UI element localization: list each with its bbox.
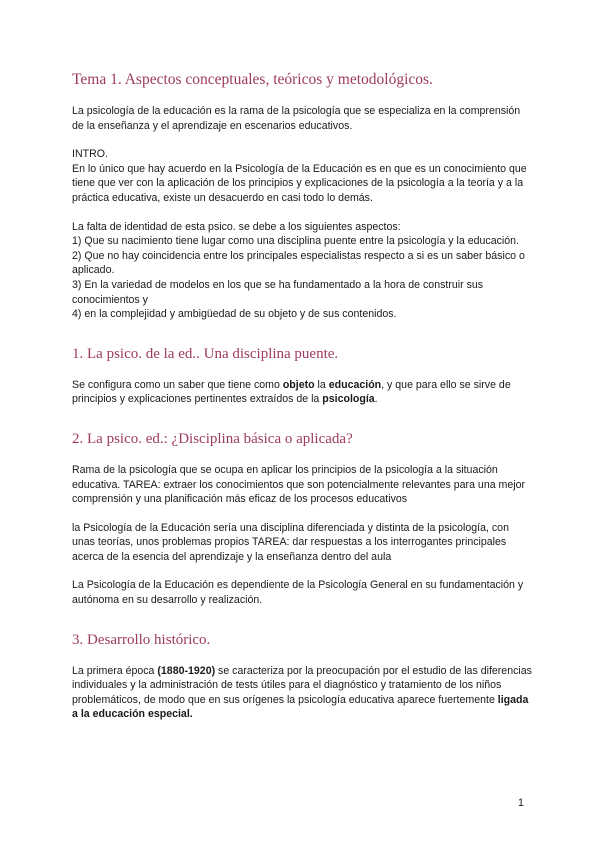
section2-paragraph-3: La Psicología de la Educación es dependiente de la Psicología General en su fundamentación y autónoma en su desarrollo y realización. xyxy=(72,579,524,607)
section2-paragraph-2: la Psicología de la Educación sería una disciplina diferenciada y distinta de la psicología, con unas teorías, unos problemas propios TAREA: dar respuestas a los interrogantes principales acerca de la esencia del aprendizaje y la enseñanza dentro del aula xyxy=(72,521,509,563)
identity-lead: La falta de identidad de esta psico. se debe a los siguientes aspectos: xyxy=(72,220,401,233)
section1-text-d: . xyxy=(374,393,378,406)
intro-text: En lo único que hay acuerdo en la Psicología de la Educación es en que es un conocimiento que tiene que ver con la aplicación de los principios y explicaciones de la psicología a la teoría y a la práctica educativa, existe un desacuerdo en casi todo lo demás. xyxy=(72,162,527,204)
section3-bold-especial: ligada a la educación especial. xyxy=(72,693,529,721)
page-content xyxy=(72,70,532,722)
section1-text-b: la xyxy=(314,378,329,391)
section1-text-c: , y que para ello se sirve de principios y explicaciones pertinentes extraídos de la xyxy=(72,378,511,406)
section1-bold-educacion: educación xyxy=(328,378,382,391)
page-number: 1 xyxy=(518,797,524,809)
identity-list xyxy=(72,234,532,322)
section1-paragraph xyxy=(72,378,532,407)
intro-label: INTRO. xyxy=(72,148,108,161)
section1-heading: 1. La psico. de la ed.. Una disciplina puente. xyxy=(72,345,339,362)
section2-heading: 2. La psico. ed.: ¿Disciplina básica o aplicada? xyxy=(72,430,353,447)
section3-text-a: La primera época xyxy=(72,664,158,677)
section1-text-a: Se configura como un saber que tiene como xyxy=(72,378,283,391)
section3-paragraph xyxy=(72,664,532,722)
identity-item-4: 4) en la complejidad y ambigüedad de su objeto y de sus contenidos. xyxy=(72,308,397,321)
section2-paragraph-1: Rama de la psicología que se ocupa en aplicar los principios de la psicología a la situación educativa. TAREA: extraer los conocimientos que son potencialmente relevantes para una mejor comprensión y una planificación más eficaz de los procesos educativos xyxy=(72,463,526,506)
intro-paragraph: La psicología de la educación es la rama de la psicología que se especializa en la comprensión de la enseñanza y el aprendizaje en escenarios educativos. xyxy=(72,105,521,132)
identity-item-2: 2) Que no hay coincidencia entre los principales especialistas respecto a si es un saber básico o aplicado. xyxy=(72,249,525,277)
document-title: Tema 1. Aspectos conceptuales, teóricos y metodológicos. xyxy=(72,71,433,88)
section3-bold-dates: (1880-1920) xyxy=(157,664,216,677)
section1-bold-psicologia: psicología xyxy=(322,393,375,406)
section3-heading: 3. Desarrollo histórico. xyxy=(72,631,211,648)
identity-item-1: 1) Que su nacimiento tiene lugar como una disciplina puente entre la psicología y la educación. xyxy=(72,235,519,248)
section3-text-b: se caracteriza por la preocupación por el estudio de las diferencias individuales y la administración de tests útiles para el diagnóstico y tratamiento de los niños problemáticos, de modo que en sus orígenes la psicología educativa aparece fuertemente xyxy=(72,664,532,706)
identity-item-3: 3) En la variedad de modelos en los que se ha fundamentado a la hora de construir sus conocimientos y xyxy=(72,278,484,306)
section1-bold-objeto: objeto xyxy=(282,378,315,391)
